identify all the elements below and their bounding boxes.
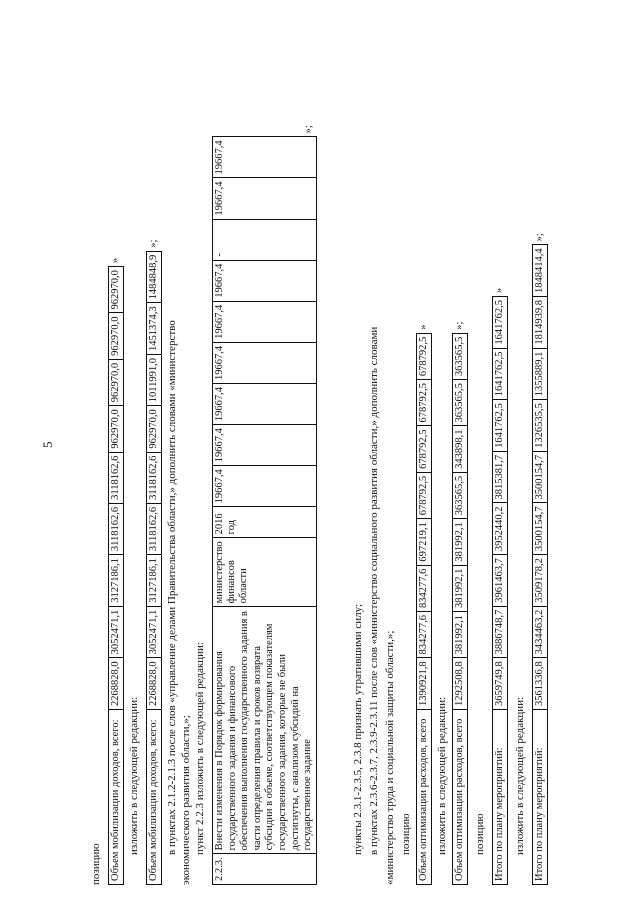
- table-mob-new: [146, 237, 162, 885]
- cell: 1326535,5: [533, 400, 548, 452]
- cell: 3118162,6: [147, 503, 162, 554]
- cell: 1011991,0: [147, 355, 162, 406]
- cell: 3118162,6: [147, 452, 162, 503]
- table-row: [453, 319, 468, 885]
- intro-word: позицию: [400, 813, 412, 855]
- row-label: Объем оптимизации расходов, всего: [453, 710, 468, 885]
- cell: 3961463,7: [493, 555, 508, 607]
- cell: 3509178,2: [533, 555, 548, 607]
- cell: 1484848,9: [147, 251, 162, 303]
- cell: 363565,5: [453, 472, 468, 518]
- cell: 381992,1: [453, 519, 468, 565]
- cell: 1451374,3: [147, 303, 162, 355]
- item-year: 2016 год: [213, 507, 317, 538]
- cell: 363565,5: [453, 380, 468, 426]
- cell: 1292508,8: [453, 658, 468, 710]
- table-item-223: [212, 122, 317, 885]
- cell: 19667,4: [213, 137, 317, 178]
- cell: 381992,1: [453, 565, 468, 611]
- paragraph: в пунктах 2.3.6-2.3.7, 2.3.9-2.3.11 после слов «министерство социального развития области,» дополнить словами: [368, 326, 380, 855]
- table-opt-new: [452, 319, 468, 885]
- item-number: 2.2.3.: [213, 854, 317, 885]
- cell: 678792,5: [417, 472, 432, 518]
- row-label: Объем мобилизации доходов, всего:: [109, 710, 124, 885]
- paragraph: экономического развития области,»;: [180, 715, 192, 885]
- cell: 19667,4: [213, 425, 317, 466]
- cell: 19667,4: [213, 342, 317, 383]
- instruction: изложить в следующей редакции:: [514, 696, 526, 855]
- cell: 678792,5: [417, 380, 432, 426]
- instruction: изложить в следующей редакции:: [128, 696, 140, 855]
- cell: 19667,4: [213, 260, 317, 301]
- cell: 3500154,7: [533, 503, 548, 555]
- cell: 1814939,8: [533, 297, 548, 349]
- table-opt-old: [416, 322, 432, 886]
- row-label: Объем оптимизации расходов, всего: [417, 710, 432, 885]
- table-row: [213, 122, 317, 884]
- cell: 1390921,8: [417, 658, 432, 710]
- paragraph: пункты 2.3.1-2.3.5, 2.3.8 признать утратившими силу;: [352, 603, 364, 855]
- item-org: министерство финансов области: [213, 538, 317, 607]
- table-row: [493, 285, 508, 885]
- table-plan-new: [532, 230, 548, 885]
- cell: 697219,1: [417, 519, 432, 565]
- row-label: Итого по плану мероприятий:: [533, 710, 548, 885]
- table-row: [109, 255, 124, 885]
- close-quote: »: [418, 324, 429, 330]
- cell: 3952440,2: [493, 503, 508, 555]
- cell: -: [213, 219, 317, 260]
- cell: 1641762,5: [493, 297, 508, 349]
- cell: 962970,0: [109, 359, 124, 405]
- instruction: изложить в следующей редакции:: [436, 696, 448, 855]
- cell: 834277,6: [417, 612, 432, 658]
- paragraph: «министерство труда и социальной защиты области,»;: [384, 630, 396, 885]
- cell: 3815381,7: [493, 451, 508, 503]
- cell: 962970,0: [109, 406, 124, 452]
- cell: 3434463,2: [533, 606, 548, 658]
- cell: 3561336,8: [533, 658, 548, 710]
- cell: 1848414,4: [533, 245, 548, 297]
- paragraph: в пунктах 2.1.2-2.1.3 после слов «управление делами Правительства области,» дополнить словами «министерство: [166, 320, 178, 855]
- cell: 678792,5: [417, 426, 432, 472]
- table-mob-old: [108, 255, 124, 885]
- cell: 3659749,8: [493, 658, 508, 710]
- page-number: 5: [40, 441, 55, 448]
- row-label: Итого по плану мероприятий:: [493, 710, 508, 885]
- paragraph: пункт 2.2.3 изложить в следующей редакции:: [194, 642, 206, 855]
- close-quote: »;: [303, 125, 315, 134]
- cell: 3118162,6: [109, 452, 124, 503]
- table-row: [147, 237, 162, 885]
- cell: 3052471,1: [109, 606, 124, 658]
- cell: 962970,0: [109, 267, 124, 313]
- intro-word: позицию: [474, 813, 486, 855]
- table-plan-old: [492, 285, 508, 885]
- intro-word: позицию: [90, 843, 102, 885]
- cell: 2268828,0: [109, 658, 124, 710]
- cell: 19667,4: [213, 383, 317, 424]
- cell: 962970,0: [147, 406, 162, 452]
- close-quote: »;: [454, 321, 465, 330]
- table-row: [533, 230, 548, 884]
- item-description: Внести изменения в Порядок формирования государственного задания и финансового обеспечения выполнения государственного задания в части определения правила и сроков возврата субсидии в объеме, соответствующем показателям государственного задания, которые не были достигнуты, с анализом субсидий на государственное задание: [213, 607, 317, 854]
- cell: 381992,1: [453, 612, 468, 658]
- cell: 678792,5: [417, 333, 432, 379]
- cell: 834277,6: [417, 565, 432, 611]
- cell: 1641762,5: [493, 400, 508, 452]
- cell: 962970,0: [109, 313, 124, 359]
- cell: 363565,5: [453, 333, 468, 379]
- cell: 19667,4: [213, 301, 317, 342]
- cell: 1641762,5: [493, 348, 508, 400]
- cell: 3500154,7: [533, 451, 548, 503]
- close-quote: »: [110, 257, 121, 264]
- rotated-content: [90, 25, 590, 885]
- cell: 1355889,1: [533, 348, 548, 400]
- cell: 19667,4: [213, 178, 317, 219]
- cell: 3886748,7: [493, 606, 508, 658]
- cell: 3052471,1: [147, 606, 162, 658]
- table-row: [417, 322, 432, 885]
- cell: 343898,1: [453, 426, 468, 472]
- cell: 3127186,1: [109, 555, 124, 607]
- cell: 3118162,6: [109, 503, 124, 554]
- close-quote: »: [494, 287, 505, 293]
- close-quote: »;: [148, 239, 159, 248]
- cell: 19667,4: [213, 466, 317, 507]
- close-quote: »;: [534, 233, 545, 242]
- cell: 3127186,1: [147, 555, 162, 607]
- cell: 2268828,0: [147, 658, 162, 710]
- row-label: Объем мобилизации доходов, всего:: [147, 710, 162, 885]
